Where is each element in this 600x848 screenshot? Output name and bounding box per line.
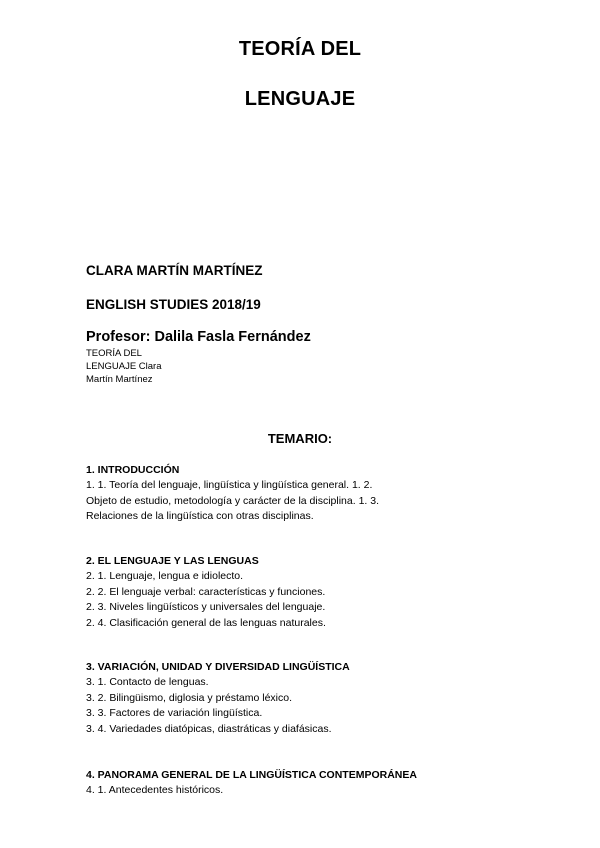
syllabus-section-4 bbox=[86, 767, 526, 799]
header-note-line: TEORÍA DEL bbox=[86, 348, 142, 359]
section-line: 2. 1. Lenguaje, lengua e idiolecto. bbox=[86, 570, 244, 582]
syllabus-section-2 bbox=[86, 553, 526, 631]
header-note bbox=[86, 347, 162, 386]
section-line: 3. 2. Bilingüismo, diglosia y préstamo léxico. bbox=[86, 691, 293, 704]
syllabus-section-3 bbox=[86, 659, 526, 737]
section-heading: 1. INTRODUCCIÓN bbox=[86, 464, 180, 476]
section-line: 2. 4. Clasificación general de las lenguas naturales. bbox=[86, 616, 326, 629]
section-line: 3. 1. Contacto de lenguas. bbox=[86, 676, 209, 688]
document-title-line-2: LENGUAJE bbox=[244, 88, 356, 110]
course-name: ENGLISH STUDIES 2018/19 bbox=[86, 297, 261, 312]
section-line: Objeto de estudio, metodología y carácter de la disciplina. 1. 3. bbox=[86, 494, 380, 507]
professor-name: Profesor: Dalila Fasla Fernández bbox=[86, 329, 311, 345]
section-line: 4. 1. Antecedentes históricos. bbox=[86, 784, 224, 796]
section-heading: 3. VARIACIÓN, UNIDAD Y DIVERSIDAD LINGÜÍSTICA bbox=[86, 661, 350, 673]
header-note-line: Martín Martínez bbox=[86, 374, 153, 385]
header-note-line: LENGUAJE Clara bbox=[86, 361, 162, 372]
section-heading: 2. EL LENGUAJE Y LAS LENGUAS bbox=[86, 555, 259, 567]
section-line: 3. 4. Variedades diatópicas, diastráticas y diafásicas. bbox=[86, 722, 332, 735]
section-line: Relaciones de la lingüística con otras disciplinas. bbox=[86, 510, 314, 522]
section-line: 2. 2. El lenguaje verbal: características y funciones. bbox=[86, 585, 326, 598]
document-title-line-1: TEORÍA DEL bbox=[238, 38, 362, 60]
syllabus-section-1 bbox=[86, 462, 526, 525]
author-name: CLARA MARTÍN MARTÍNEZ bbox=[86, 263, 263, 278]
section-line: 1. 1. Teoría del lenguaje, lingüística y lingüística general. 1. 2. bbox=[86, 479, 373, 491]
section-heading: 4. PANORAMA GENERAL DE LA LINGÜÍSTICA CONTEMPORÁNEA bbox=[86, 769, 417, 781]
syllabus-heading: TEMARIO: bbox=[267, 431, 333, 446]
section-line: 3. 3. Factores de variación lingüística. bbox=[86, 707, 263, 719]
section-line: 2. 3. Niveles lingüísticos y universales del lenguaje. bbox=[86, 601, 326, 613]
